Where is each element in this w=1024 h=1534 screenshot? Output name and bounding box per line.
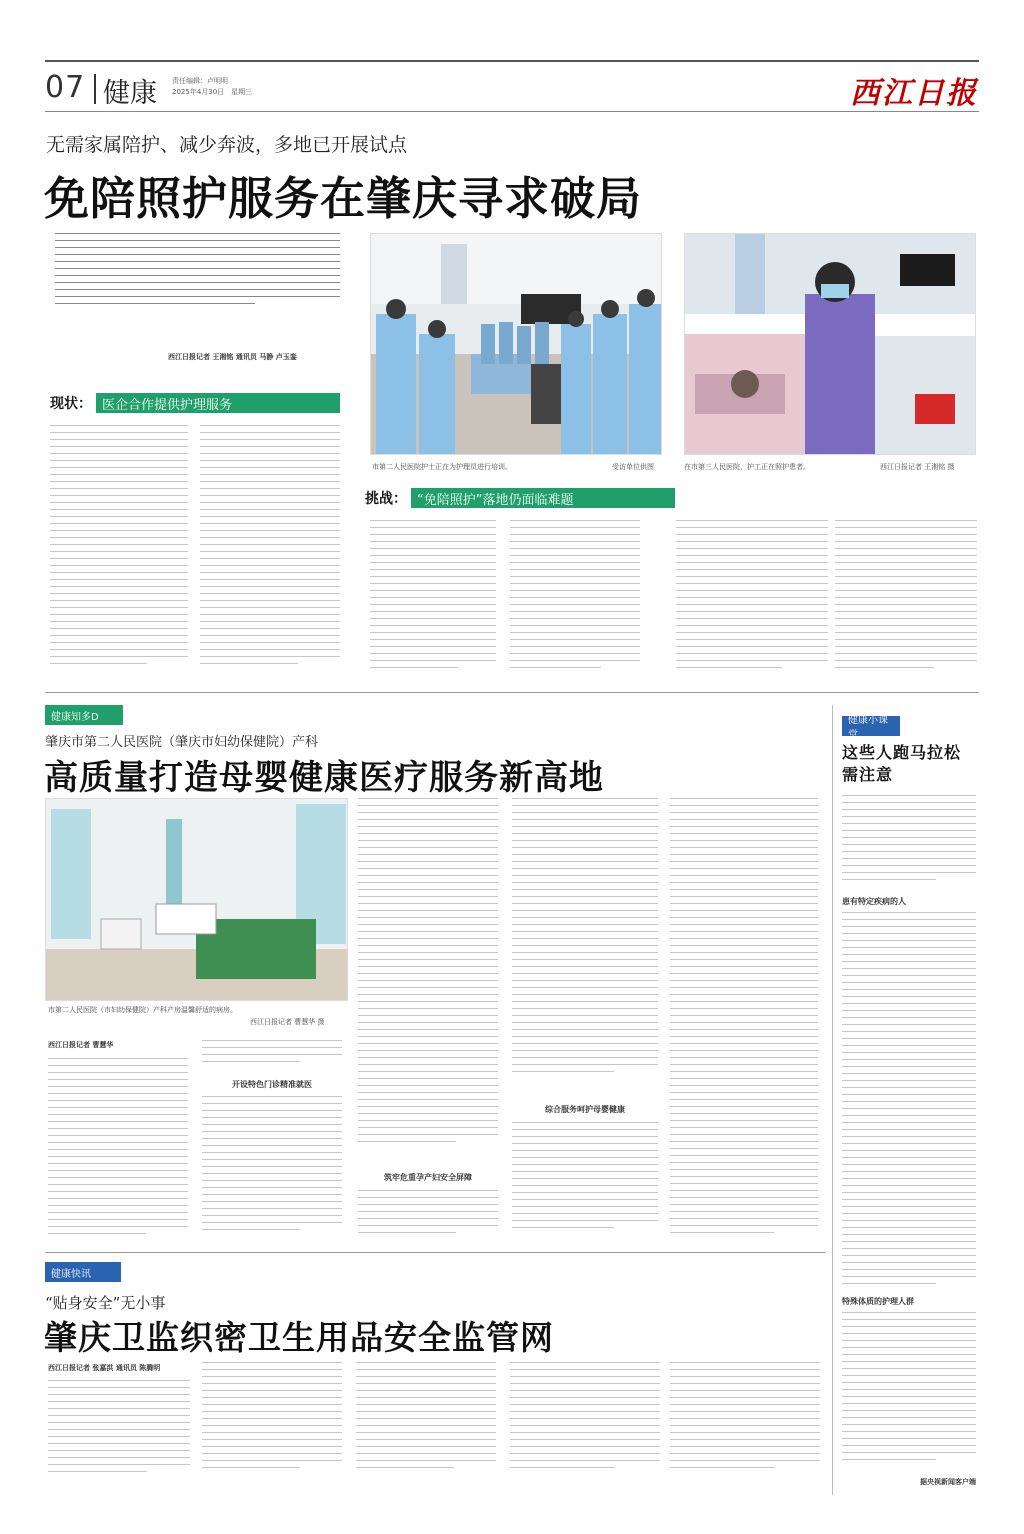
sidebar-body-bottom [842,1312,976,1474]
training-photo-illustration [371,234,662,455]
story2-col5 [670,798,818,1244]
sidebar-minihead-3: 特殊体质的护理人群 [842,1297,914,1306]
sidebar-tag: 健康小课堂 [842,716,900,736]
photo1-credit: 受访单位供图 [612,463,654,471]
story2-photo-ward [45,798,348,1001]
sidebar-intro [842,795,976,891]
ward-photo-illustration [46,799,348,1001]
story1-col6 [835,520,977,680]
subhead-label: 现状： [50,396,92,412]
story2-col3-bottom [358,1190,498,1242]
story1-col4 [510,520,640,680]
story2-kicker: 肇庆市第二人民医院（肇庆市妇幼保健院）产科 [45,735,319,750]
story2-col1 [48,1058,188,1250]
story3-col3 [356,1362,496,1482]
story2-minihead-3: 综合服务呵护母婴健康 [545,1105,625,1114]
story3-kicker: “贴身安全”无小事 [45,1294,166,1312]
story3-byline: 西江日报记者 张嘉洪 通讯员 陈腾明 [48,1364,161,1372]
sidebar-divider [832,705,833,1495]
sidebar-headline: 这些人跑马拉松需注意 [842,743,962,784]
photo2-credit: 西江日报记者 王湘铭 摄 [880,463,955,471]
sidebar-body [842,912,976,1292]
story3-tag: 健康快讯 [45,1262,121,1282]
section-name: 健康 [103,78,157,109]
story1-col5 [676,520,828,680]
story1-kicker: 无需家属陪护、减少奔波，多地已开展试点 [46,134,408,156]
date-line: 2025年4月30日 星期三 [172,88,253,96]
sidebar-credit: 据央视新闻客户端 [920,1478,976,1486]
story2-photo-credit: 西江日报记者 曹慧华 摄 [250,1018,325,1026]
story2-col2-top [202,1040,342,1076]
page-number: 07 [45,70,86,105]
masthead-meta [172,76,252,98]
story1-photo-training [370,233,662,455]
story3-col1 [48,1380,190,1480]
editor-line: 责任编辑：卢明明 [172,77,228,85]
story3-col5 [670,1362,820,1482]
story1-headline: 免陪照护服务在肇庆寻求破局 [44,172,643,225]
nurse-photo-illustration [685,234,976,455]
story1-col1 [50,425,188,675]
photo2-caption: 在市第三人民医院，护工正在照护患者。 [684,463,810,471]
story2-col2 [202,1096,342,1246]
story3-col4 [510,1362,660,1482]
story1-col2 [200,425,340,675]
story1-subhead-status [50,393,340,413]
story2-tag: 健康知多D [45,705,123,725]
story2-col4-bottom [512,1122,658,1242]
story2-col3 [358,798,498,1168]
top-rule [45,60,979,62]
story3-headline: 肇庆卫监织密卫生用品安全监管网 [44,1318,554,1357]
section-divider [45,692,979,693]
subhead-text: 医企合作提供护理服务 [96,393,340,413]
newspaper-logo: 西江日报 [850,76,978,111]
section-divider-2 [45,1252,825,1253]
masthead-separator [94,74,96,104]
story2-byline: 西江日报记者 曹慧华 [48,1041,114,1049]
story1-photo-nurse [684,233,976,455]
subhead-label: 挑战： [365,491,407,507]
story2-headline: 高质量打造母婴健康医疗服务新高地 [44,758,604,798]
story2-minihead-2: 筑牢危重孕产妇安全屏障 [384,1173,472,1182]
story2-photo-caption: 市第二人民医院（市妇幼保健院）产科产房温馨舒适的病房。 [48,1006,237,1014]
story2-minihead-1: 开设特色门诊精准就医 [232,1080,312,1089]
story1-subhead-challenge [365,488,675,508]
story1-lede [55,233,340,343]
story2-col4 [512,798,658,1098]
story1-col3 [370,520,496,680]
story1-byline: 西江日报记者 王湘铭 通讯员 马静 卢玉銮 [168,353,297,361]
masthead-rule [45,111,979,112]
subhead-text: “免陪照护”落地仍面临难题 [411,488,675,508]
story3-col2 [202,1362,342,1482]
photo1-caption: 市第二人民医院护士正在为护理员进行培训。 [372,463,512,471]
sidebar-minihead-1: 患有特定疾病的人 [842,897,906,906]
